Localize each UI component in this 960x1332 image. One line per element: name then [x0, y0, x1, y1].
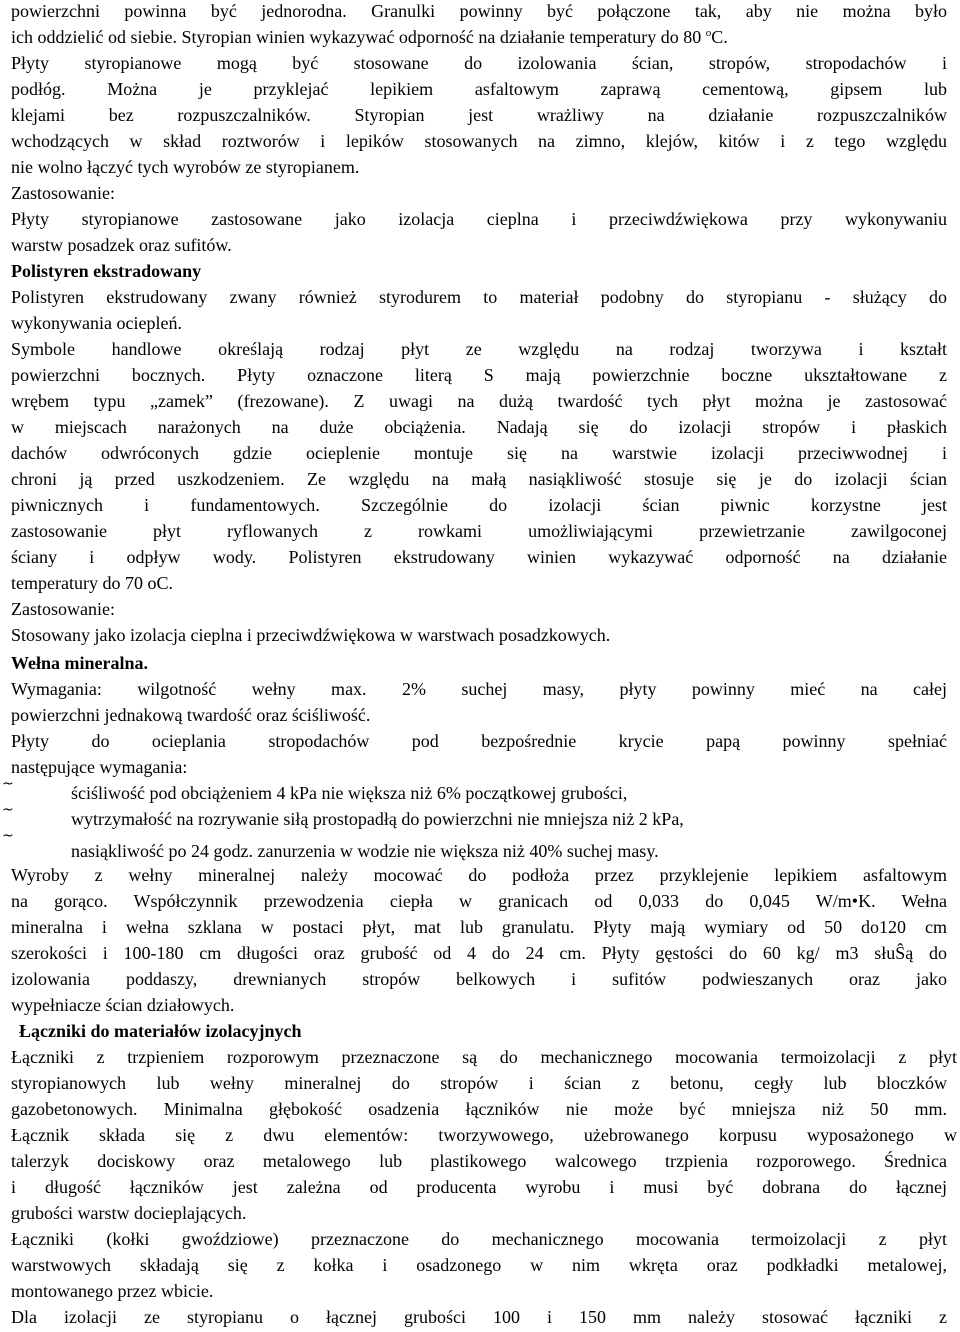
- text-line: ich oddzielić od siebie. Styropian winien wykazywać odporność na działanie temperatury do 80 $^o$C.: [11, 27, 728, 47]
- text-line: Symbole handlowe określają rodzaj płyt ze względu na rodzaj tworzywa i kształt: [11, 339, 947, 359]
- tilde-bullet-icon: ~: [2, 776, 14, 792]
- text-line: styropianowych lub wełny mineralnej do stropów i ścian z betonu, cegły lub bloczków: [11, 1073, 947, 1093]
- text-line: zastosowanie płyt ryflowanych z rowkami umożliwiającymi przewietrzanie zawilgoconej: [11, 521, 947, 541]
- text-line: izolowania poddaszy, drewnianych stropów belkowych i sufitów podwieszanych oraz jako: [11, 969, 947, 989]
- text-line: dachów odwróconych gdzie ocieplenie montuje się na warstwie izolacji przeciwwodnej i: [11, 443, 947, 463]
- section-heading: Polistyren ekstradowany: [11, 261, 202, 281]
- text-line: ściany i odpływ wody. Polistyren ekstrudowany winien wykazywać odporność na działanie: [11, 547, 947, 567]
- text-line: następujące wymagania:: [11, 757, 188, 777]
- text-line: szerokości i 100-180 cm długości oraz grubość od 4 do 24 cm. Płyty gęstości do 60 kg/ m3 słuŜą do: [11, 943, 947, 963]
- text-line: Łączniki (kołki gwoździowe) przeznaczone do mechanicznego mocowania termoizolacji z płyt: [11, 1229, 947, 1249]
- text-line: Płyty do ocieplania stropodachów pod bezpośrednie krycie papą powinny spełniać: [11, 731, 947, 751]
- tilde-bullet-icon: ~: [2, 828, 14, 844]
- text-line: warstwowych składają się z kołka i osadzonego w nim wkręta oraz podkładki metalowej,: [11, 1255, 947, 1275]
- text-line: klejami bez rozpuszczalników. Styropian jest wrażliwy na działanie rozpuszczalników: [11, 105, 947, 125]
- superscript-degree: o: [705, 27, 712, 39]
- text-line: Płyty styropianowe zastosowane jako izolacja cieplna i przeciwdźwiękowa przy wykonywaniu: [11, 209, 947, 229]
- text-line: Łączniki z trzpieniem rozporowym przeznaczone są do mechanicznego mocowania termoizolacji z płyt: [11, 1047, 957, 1067]
- text-line: w miejscach narażonych na duże obciążenia. Nadają się do izolacji stropów i płaskich: [11, 417, 947, 437]
- text-line: grubości warstw docieplających.: [11, 1203, 247, 1223]
- text-line: piwnicznych i fundamentowych. Szczególnie do izolacji ścian piwnic korzystne jest: [11, 495, 947, 515]
- tilde-bullet-icon: ~: [2, 802, 14, 818]
- text-line: Płyty styropianowe mogą być stosowane do izolowania ścian, stropów, stropodachów i: [11, 53, 947, 73]
- text-line: mineralna i wełna szklana w postaci płyt, mat lub granulatu. Płyty mają wymiary od 50 do120 cm: [11, 917, 947, 937]
- text-line: i długość łączników jest zależna od producenta wyrobu i musi być dobrana do łącznej: [11, 1177, 947, 1197]
- section-heading: Wełna mineralna.: [11, 653, 149, 673]
- text-line: podłóg. Można je przyklejać lepikiem asfaltowym zaprawą cementową, gipsem lub: [11, 79, 947, 99]
- text-line: powierzchni jednakową twardość oraz ściśliwość.: [11, 705, 371, 725]
- text-line: Wymagania: wilgotność wełny max. 2% suchej masy, płyty powinny mieć na całej: [11, 679, 947, 699]
- section-label: Zastosowanie:: [11, 599, 115, 619]
- text-line: warstw posadzek oraz sufitów.: [11, 235, 232, 255]
- text-line: wchodzących w skład roztworów i lepików stosowanych na zimno, klejów, kitów i z tego względu: [11, 131, 947, 151]
- text-line: wrębem typu „zamek” (frezowane). Z uwagi na dużą twardość tych płyt można je zastosować: [11, 391, 947, 411]
- text-line: nie wolno łączyć tych wyrobów ze styropianem.: [11, 157, 360, 177]
- text-line: Dla izolacji ze styropianu o łącznej grubości 100 i 150 mm należy stosować łączniki z: [11, 1307, 947, 1327]
- text-line: gazobetonowych. Minimalna głębokość osadzenia łączników nie może być mniejsza niż 50 mm.: [11, 1099, 947, 1119]
- text-line: Łącznik składa się z dwu elementów: tworzywowego, użebrowanego korpusu wyposażonego w: [11, 1125, 957, 1145]
- text-line: powierzchni powinna być jednorodna. Granulki powinny być połączone tak, aby nie można było: [11, 1, 947, 21]
- text-line: wypełniacze ścian działowych.: [11, 995, 235, 1015]
- text-line: talerzyk dociskowy oraz metalowego lub plastikowego walcowego trzpienia rozporowego. Średnica: [11, 1151, 947, 1171]
- text-line: chroni ją przed uszkodzeniem. Ze względu na małą nasiąkliwość stosuje się je do izolacji ścian: [11, 469, 947, 489]
- text-line: temperatury do 70 oC.: [11, 573, 173, 593]
- section-heading: Łączniki do materiałów izolacyjnych: [19, 1021, 302, 1041]
- text-line: Wyroby z wełny mineralnej należy mocować do podłoża przez przyklejenie lepikiem asfaltowym: [11, 865, 947, 885]
- section-label: Zastosowanie:: [11, 183, 115, 203]
- text-line: Polistyren ekstrudowany zwany również styrodurem to materiał podobny do styropianu - służący do: [11, 287, 947, 307]
- text-line: wykonywania ociepleń.: [11, 313, 182, 333]
- text-line: montowanego przez wbicie.: [11, 1281, 214, 1301]
- text-line: powierzchni bocznych. Płyty oznaczone literą S mają powierzchnie boczne ukształtowane z: [11, 365, 947, 385]
- text-line: na gorąco. Współczynnik przewodzenia ciepła w granicach od 0,033 do 0,045 W/m•K. Wełna: [11, 891, 947, 911]
- text-line: Stosowany jako izolacja cieplna i przeciwdźwiękowa w warstwach posadzkowych.: [11, 625, 611, 645]
